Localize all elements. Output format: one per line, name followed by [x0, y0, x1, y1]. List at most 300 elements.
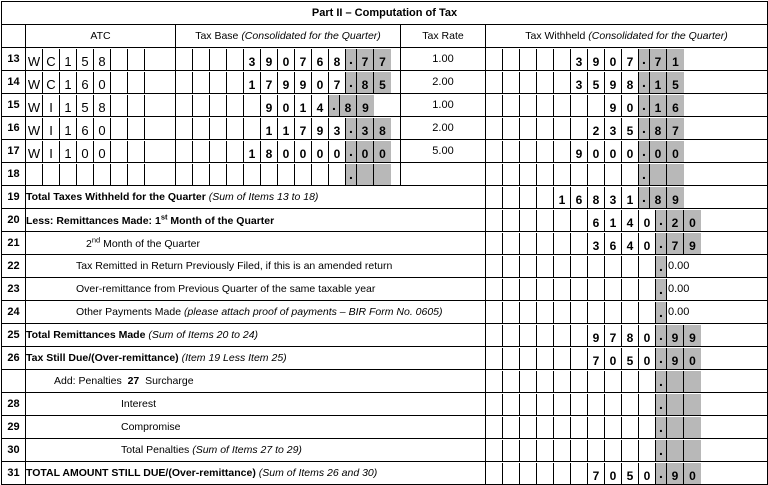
digit-cell[interactable] — [193, 141, 210, 162]
digit-cell[interactable]: 6 — [588, 210, 605, 231]
digit-cell[interactable] — [537, 95, 554, 116]
digit-cell[interactable] — [622, 394, 639, 415]
amount-cell[interactable] — [486, 324, 768, 347]
atc-char-cell[interactable] — [111, 72, 128, 93]
digit-cell[interactable]: 0 — [622, 95, 639, 116]
digit-cell[interactable] — [537, 141, 554, 162]
digit-cell[interactable] — [537, 187, 554, 208]
amount-cell[interactable] — [486, 255, 768, 278]
digit-cell[interactable] — [193, 49, 210, 70]
digit-cell[interactable] — [639, 440, 656, 461]
digit-cell[interactable] — [571, 118, 588, 139]
digit-cell[interactable]: 9 — [605, 95, 622, 116]
digit-cell[interactable] — [374, 164, 391, 185]
digit-cell[interactable] — [193, 72, 210, 93]
digit-cell[interactable]: 0 — [605, 463, 622, 484]
amount-cell[interactable] — [486, 278, 768, 301]
digit-cell[interactable]: 0 — [278, 95, 295, 116]
digit-cell[interactable] — [571, 256, 588, 277]
digit-cell[interactable] — [486, 440, 503, 461]
atc-char-cell[interactable] — [145, 95, 162, 116]
digit-cell[interactable] — [554, 279, 571, 300]
atc-char-cell[interactable]: 1 — [60, 118, 77, 139]
digit-cell[interactable]: 6 — [312, 49, 329, 70]
digit-cell[interactable]: 9 — [684, 233, 701, 254]
digit-cell[interactable] — [537, 233, 554, 254]
digit-cell[interactable]: 0 — [605, 141, 622, 162]
tax-withheld-cell[interactable] — [486, 48, 768, 71]
digit-cell[interactable] — [176, 49, 193, 70]
digit-cell[interactable]: 7 — [667, 118, 684, 139]
atc-char-cell[interactable] — [128, 72, 145, 93]
amount-cell[interactable] — [486, 232, 768, 255]
digit-cell[interactable]: 0 — [667, 141, 684, 162]
digit-cell[interactable] — [588, 279, 605, 300]
digit-cell[interactable] — [605, 371, 622, 392]
digit-cell[interactable] — [486, 233, 503, 254]
digit-cell[interactable] — [622, 164, 639, 185]
digit-cell[interactable] — [486, 141, 503, 162]
tax-withheld-cell[interactable] — [486, 94, 768, 117]
digit-cell[interactable] — [486, 164, 503, 185]
atc-char-cell[interactable] — [111, 49, 128, 70]
digit-cell[interactable] — [667, 440, 684, 461]
digit-cell[interactable] — [520, 49, 537, 70]
digit-cell[interactable]: 0 — [312, 141, 329, 162]
digit-cell[interactable]: 1 — [667, 49, 684, 70]
atc-cell[interactable] — [26, 117, 176, 140]
digit-cell[interactable] — [588, 95, 605, 116]
digit-cell[interactable] — [537, 210, 554, 231]
digit-cell[interactable]: 0 — [650, 141, 667, 162]
digit-cell[interactable]: 5 — [622, 118, 639, 139]
digit-cell[interactable]: 9 — [684, 325, 701, 346]
digit-cell[interactable] — [329, 164, 346, 185]
digit-cell[interactable] — [554, 95, 571, 116]
amount-cell[interactable] — [486, 209, 768, 232]
digit-cell[interactable] — [537, 417, 554, 438]
atc-char-cell[interactable] — [128, 164, 145, 185]
digit-cell[interactable]: 1 — [295, 95, 312, 116]
digit-cell[interactable]: 0 — [605, 49, 622, 70]
digit-cell[interactable]: 3 — [588, 233, 605, 254]
digit-cell[interactable] — [605, 164, 622, 185]
digit-cell[interactable] — [520, 256, 537, 277]
digit-cell[interactable] — [554, 72, 571, 93]
digit-cell[interactable] — [503, 279, 520, 300]
digit-cell[interactable] — [571, 279, 588, 300]
digit-cell[interactable]: 7 — [261, 72, 278, 93]
digit-cell[interactable]: 1 — [278, 118, 295, 139]
digit-cell[interactable]: 9 — [312, 118, 329, 139]
digit-cell[interactable]: 2 — [667, 210, 684, 231]
digit-cell[interactable] — [537, 302, 554, 323]
digit-cell[interactable]: 0 — [639, 233, 656, 254]
digit-cell[interactable] — [176, 118, 193, 139]
digit-cell[interactable] — [227, 95, 244, 116]
atc-char-cell[interactable] — [94, 164, 111, 185]
digit-cell[interactable] — [486, 463, 503, 484]
digit-cell[interactable] — [639, 394, 656, 415]
digit-cell[interactable] — [588, 371, 605, 392]
tax-withheld-cell[interactable] — [486, 71, 768, 94]
atc-char-cell[interactable] — [111, 164, 128, 185]
digit-cell[interactable] — [244, 95, 261, 116]
digit-cell[interactable]: 7 — [667, 233, 684, 254]
digit-cell[interactable] — [486, 394, 503, 415]
digit-cell[interactable] — [486, 210, 503, 231]
digit-cell[interactable]: 0 — [329, 141, 346, 162]
digit-cell[interactable] — [520, 394, 537, 415]
atc-char-cell[interactable]: 8 — [94, 49, 111, 70]
digit-cell[interactable]: 0 — [295, 141, 312, 162]
digit-cell[interactable]: 5 — [667, 72, 684, 93]
atc-char-cell[interactable]: I — [43, 141, 60, 162]
digit-cell[interactable] — [605, 302, 622, 323]
digit-cell[interactable] — [520, 463, 537, 484]
digit-cell[interactable]: 4 — [622, 210, 639, 231]
digit-cell[interactable]: 9 — [357, 95, 374, 116]
digit-cell[interactable]: 9 — [667, 187, 684, 208]
digit-cell[interactable] — [639, 279, 656, 300]
digit-cell[interactable]: 7 — [622, 49, 639, 70]
digit-cell[interactable] — [486, 279, 503, 300]
digit-cell[interactable] — [520, 72, 537, 93]
digit-cell[interactable] — [667, 417, 684, 438]
atc-char-cell[interactable]: 1 — [60, 49, 77, 70]
digit-cell[interactable] — [639, 371, 656, 392]
digit-cell[interactable] — [357, 164, 374, 185]
atc-char-cell[interactable] — [145, 141, 162, 162]
digit-cell[interactable] — [605, 256, 622, 277]
digit-cell[interactable] — [684, 440, 701, 461]
atc-char-cell[interactable] — [145, 49, 162, 70]
digit-cell[interactable] — [295, 164, 312, 185]
digit-cell[interactable]: 1 — [244, 141, 261, 162]
digit-cell[interactable]: 9 — [605, 72, 622, 93]
tax-base-cell[interactable] — [176, 117, 401, 140]
digit-cell[interactable]: 9 — [261, 95, 278, 116]
digit-cell[interactable] — [605, 417, 622, 438]
digit-cell[interactable] — [554, 394, 571, 415]
digit-cell[interactable] — [554, 371, 571, 392]
atc-char-cell[interactable]: 8 — [94, 95, 111, 116]
digit-cell[interactable]: 6 — [605, 233, 622, 254]
digit-cell[interactable]: 0 — [605, 348, 622, 369]
digit-cell[interactable] — [588, 394, 605, 415]
digit-cell[interactable] — [486, 302, 503, 323]
atc-char-cell[interactable] — [128, 49, 145, 70]
digit-cell[interactable] — [503, 49, 520, 70]
digit-cell[interactable]: 7 — [374, 49, 391, 70]
digit-cell[interactable] — [520, 417, 537, 438]
digit-cell[interactable] — [639, 417, 656, 438]
digit-cell[interactable] — [520, 279, 537, 300]
atc-char-cell[interactable] — [145, 72, 162, 93]
digit-cell[interactable]: 8 — [650, 118, 667, 139]
digit-cell[interactable] — [537, 256, 554, 277]
digit-cell[interactable] — [520, 141, 537, 162]
tax-rate-cell[interactable]: 1.00 — [401, 48, 486, 71]
digit-cell[interactable]: 0 — [357, 141, 374, 162]
amount-cell[interactable] — [486, 393, 768, 416]
atc-char-cell[interactable] — [60, 164, 77, 185]
tax-rate-cell[interactable]: 1.00 — [401, 94, 486, 117]
digit-cell[interactable] — [503, 72, 520, 93]
digit-cell[interactable]: 9 — [667, 325, 684, 346]
digit-cell[interactable]: 9 — [588, 325, 605, 346]
digit-cell[interactable] — [571, 164, 588, 185]
digit-cell[interactable] — [605, 440, 622, 461]
digit-cell[interactable] — [503, 302, 520, 323]
digit-cell[interactable]: 8 — [650, 187, 667, 208]
digit-cell[interactable] — [210, 49, 227, 70]
digit-cell[interactable] — [554, 463, 571, 484]
digit-cell[interactable] — [503, 371, 520, 392]
digit-cell[interactable] — [503, 394, 520, 415]
tax-rate-cell[interactable]: 2.00 — [401, 117, 486, 140]
digit-cell[interactable]: 2 — [588, 118, 605, 139]
digit-cell[interactable]: 9 — [667, 463, 684, 484]
digit-cell[interactable] — [210, 72, 227, 93]
digit-cell[interactable] — [537, 49, 554, 70]
digit-cell[interactable]: 1 — [622, 187, 639, 208]
digit-cell[interactable]: 3 — [605, 187, 622, 208]
atc-char-cell[interactable] — [145, 118, 162, 139]
digit-cell[interactable] — [684, 417, 701, 438]
digit-cell[interactable] — [554, 440, 571, 461]
digit-cell[interactable]: 5 — [374, 72, 391, 93]
digit-cell[interactable] — [261, 164, 278, 185]
digit-cell[interactable] — [486, 118, 503, 139]
digit-cell[interactable] — [588, 256, 605, 277]
digit-cell[interactable] — [503, 210, 520, 231]
digit-cell[interactable] — [571, 371, 588, 392]
digit-cell[interactable]: 7 — [357, 49, 374, 70]
digit-cell[interactable] — [650, 164, 667, 185]
atc-char-cell[interactable]: 0 — [77, 141, 94, 162]
atc-char-cell[interactable] — [77, 164, 94, 185]
digit-cell[interactable] — [554, 233, 571, 254]
digit-cell[interactable] — [176, 141, 193, 162]
digit-cell[interactable]: 0 — [639, 348, 656, 369]
atc-cell[interactable] — [26, 48, 176, 71]
atc-char-cell[interactable]: 5 — [77, 49, 94, 70]
digit-cell[interactable]: 3 — [571, 49, 588, 70]
tax-base-cell[interactable] — [176, 163, 401, 186]
atc-char-cell[interactable]: C — [43, 72, 60, 93]
digit-cell[interactable] — [588, 440, 605, 461]
atc-char-cell[interactable]: W — [26, 141, 43, 162]
digit-cell[interactable]: 3 — [357, 118, 374, 139]
atc-char-cell[interactable]: 0 — [94, 141, 111, 162]
digit-cell[interactable] — [486, 187, 503, 208]
atc-cell[interactable] — [26, 140, 176, 163]
digit-cell[interactable] — [520, 302, 537, 323]
digit-cell[interactable] — [571, 95, 588, 116]
amount-cell[interactable] — [486, 301, 768, 324]
digit-cell[interactable] — [503, 164, 520, 185]
digit-cell[interactable]: 1 — [650, 95, 667, 116]
digit-cell[interactable] — [227, 141, 244, 162]
digit-cell[interactable]: 7 — [650, 49, 667, 70]
digit-cell[interactable]: 0 — [588, 141, 605, 162]
digit-cell[interactable]: 3 — [571, 72, 588, 93]
atc-char-cell[interactable]: 6 — [77, 118, 94, 139]
digit-cell[interactable]: 8 — [374, 118, 391, 139]
atc-char-cell[interactable] — [111, 141, 128, 162]
atc-char-cell[interactable]: 1 — [60, 72, 77, 93]
digit-cell[interactable]: 0 — [278, 49, 295, 70]
amount-value[interactable]: 0.00 — [668, 305, 690, 318]
digit-cell[interactable] — [503, 233, 520, 254]
amount-cell[interactable] — [486, 416, 768, 439]
digit-cell[interactable] — [554, 256, 571, 277]
digit-cell[interactable]: 1 — [650, 72, 667, 93]
digit-cell[interactable]: 1 — [244, 72, 261, 93]
digit-cell[interactable] — [537, 394, 554, 415]
digit-cell[interactable] — [554, 325, 571, 346]
atc-char-cell[interactable]: W — [26, 49, 43, 70]
digit-cell[interactable] — [571, 210, 588, 231]
atc-char-cell[interactable]: C — [43, 49, 60, 70]
digit-cell[interactable] — [605, 394, 622, 415]
digit-cell[interactable] — [520, 118, 537, 139]
atc-cell[interactable] — [26, 163, 176, 186]
digit-cell[interactable]: 7 — [605, 325, 622, 346]
atc-char-cell[interactable] — [43, 164, 60, 185]
digit-cell[interactable] — [571, 302, 588, 323]
digit-cell[interactable]: 8 — [261, 141, 278, 162]
digit-cell[interactable] — [503, 417, 520, 438]
digit-cell[interactable] — [486, 348, 503, 369]
digit-cell[interactable] — [176, 72, 193, 93]
atc-char-cell[interactable] — [111, 118, 128, 139]
digit-cell[interactable] — [588, 417, 605, 438]
atc-char-cell[interactable]: 0 — [94, 72, 111, 93]
atc-char-cell[interactable] — [128, 95, 145, 116]
digit-cell[interactable]: 8 — [357, 72, 374, 93]
tax-base-cell[interactable] — [176, 71, 401, 94]
digit-cell[interactable]: 1 — [554, 187, 571, 208]
digit-cell[interactable]: 8 — [622, 72, 639, 93]
digit-cell[interactable] — [605, 279, 622, 300]
digit-cell[interactable] — [639, 302, 656, 323]
digit-cell[interactable] — [210, 141, 227, 162]
digit-cell[interactable] — [193, 164, 210, 185]
digit-cell[interactable] — [537, 440, 554, 461]
digit-cell[interactable] — [278, 164, 295, 185]
digit-cell[interactable] — [639, 256, 656, 277]
atc-char-cell[interactable]: W — [26, 118, 43, 139]
digit-cell[interactable] — [520, 210, 537, 231]
digit-cell[interactable] — [554, 417, 571, 438]
digit-cell[interactable] — [571, 463, 588, 484]
digit-cell[interactable] — [503, 187, 520, 208]
digit-cell[interactable] — [244, 118, 261, 139]
digit-cell[interactable]: 7 — [295, 49, 312, 70]
amount-cell[interactable] — [486, 347, 768, 370]
digit-cell[interactable] — [571, 440, 588, 461]
tax-withheld-cell[interactable] — [486, 140, 768, 163]
digit-cell[interactable] — [486, 325, 503, 346]
digit-cell[interactable] — [503, 440, 520, 461]
tax-rate-cell[interactable]: 2.00 — [401, 71, 486, 94]
digit-cell[interactable] — [588, 302, 605, 323]
digit-cell[interactable]: 9 — [571, 141, 588, 162]
atc-char-cell[interactable]: 1 — [60, 95, 77, 116]
digit-cell[interactable]: 0 — [684, 210, 701, 231]
amount-value[interactable]: 0.00 — [668, 259, 690, 272]
digit-cell[interactable]: 7 — [329, 72, 346, 93]
amount-cell[interactable] — [486, 439, 768, 462]
digit-cell[interactable] — [227, 164, 244, 185]
digit-cell[interactable] — [503, 463, 520, 484]
digit-cell[interactable] — [554, 302, 571, 323]
tax-base-cell[interactable] — [176, 140, 401, 163]
atc-char-cell[interactable] — [128, 141, 145, 162]
tax-withheld-cell[interactable] — [486, 117, 768, 140]
digit-cell[interactable] — [667, 164, 684, 185]
digit-cell[interactable] — [520, 440, 537, 461]
digit-cell[interactable] — [227, 49, 244, 70]
digit-cell[interactable] — [193, 95, 210, 116]
digit-cell[interactable]: 4 — [622, 233, 639, 254]
digit-cell[interactable] — [571, 233, 588, 254]
digit-cell[interactable] — [622, 440, 639, 461]
atc-char-cell[interactable]: I — [43, 95, 60, 116]
digit-cell[interactable]: 8 — [340, 95, 357, 116]
digit-cell[interactable]: 5 — [622, 463, 639, 484]
digit-cell[interactable]: 1 — [605, 210, 622, 231]
atc-char-cell[interactable]: W — [26, 72, 43, 93]
digit-cell[interactable]: 0 — [622, 141, 639, 162]
digit-cell[interactable]: 0 — [312, 72, 329, 93]
digit-cell[interactable] — [227, 72, 244, 93]
digit-cell[interactable]: 9 — [588, 49, 605, 70]
atc-char-cell[interactable] — [145, 164, 162, 185]
tax-base-cell[interactable] — [176, 94, 401, 117]
digit-cell[interactable] — [554, 141, 571, 162]
digit-cell[interactable] — [503, 325, 520, 346]
digit-cell[interactable]: 0 — [278, 141, 295, 162]
digit-cell[interactable] — [622, 417, 639, 438]
digit-cell[interactable] — [503, 141, 520, 162]
atc-char-cell[interactable] — [26, 164, 43, 185]
digit-cell[interactable]: 3 — [329, 118, 346, 139]
digit-cell[interactable] — [622, 279, 639, 300]
digit-cell[interactable] — [244, 164, 261, 185]
digit-cell[interactable] — [537, 463, 554, 484]
digit-cell[interactable] — [622, 256, 639, 277]
digit-cell[interactable] — [503, 348, 520, 369]
digit-cell[interactable] — [520, 371, 537, 392]
digit-cell[interactable]: 5 — [588, 72, 605, 93]
digit-cell[interactable] — [520, 187, 537, 208]
tax-rate-cell[interactable] — [401, 163, 486, 186]
digit-cell[interactable] — [622, 371, 639, 392]
digit-cell[interactable] — [486, 417, 503, 438]
digit-cell[interactable] — [554, 49, 571, 70]
digit-cell[interactable]: 0 — [684, 463, 701, 484]
digit-cell[interactable]: 9 — [278, 72, 295, 93]
digit-cell[interactable] — [571, 348, 588, 369]
digit-cell[interactable] — [571, 325, 588, 346]
atc-char-cell[interactable]: 0 — [94, 118, 111, 139]
digit-cell[interactable]: 4 — [312, 95, 329, 116]
atc-char-cell[interactable]: 5 — [77, 95, 94, 116]
digit-cell[interactable]: 8 — [622, 325, 639, 346]
